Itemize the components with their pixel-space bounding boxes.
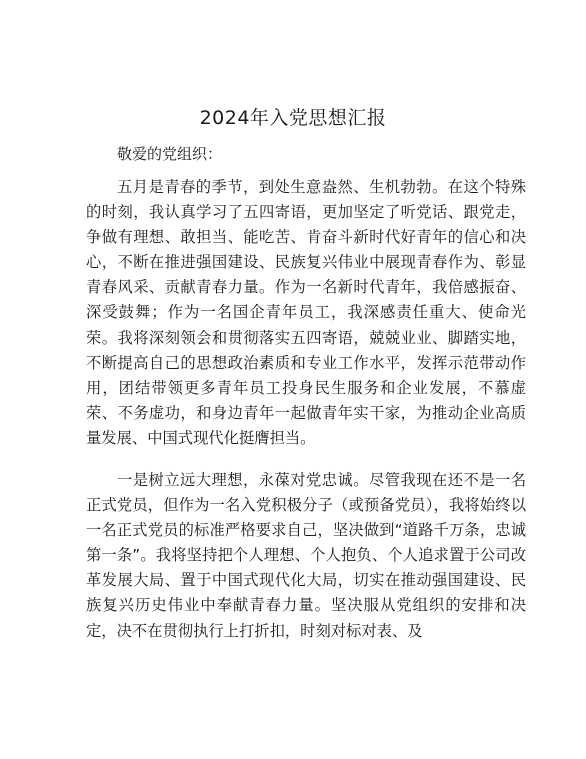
salutation: 敬爱的党组织： [117, 145, 223, 163]
paragraph-2: 一是树立远大理想，永葆对党忠诚。尽管我现在还不是一名正式党员，但作为一名入党积极分子（或预备党员），我将始终以一名正式党员的标准严格要求自己，坚决做到“道路千万条，忠诚第一条”。我将坚持把个人理想、个人抱负、个人追求置于公司改革发展大局、置于中国式现代化大局，切实在推动强国建设、民族复兴历史伟业中奉献青春力量。坚决服从党组织的安排和决定，决不在贯彻执行上打折扣，时刻对标对表、及 [86, 471, 526, 640]
document-title: 2024年入党思想汇报 [199, 107, 387, 129]
paragraph-1: 五月是青春的季节，到处生意盎然、生机勃勃。在这个特殊的时刻，我认真学习了五四寄语，更加坚定了听党话、跟党走，争做有理想、敢担当、能吃苦、肯奋斗新时代好青年的信心和决心，不断在推进强国建设、民族复兴伟业中展现青春作为、彰显青春风采、贡献青春力量。作为一名新时代青年，我倍感振奋、深受鼓舞；作为一名国企青年员工，我深感责任重大、使命光荣。我将深刻领会和贯彻落实五四寄语，兢兢业业、脚踏实地，不断提高自己的思想政治素质和专业工作水平，发挥示范带动作用，团结带领更多青年员工投身民生服务和企业发展，不慕虚荣、不务虚功，和身边青年一起做青年实干家，为推动企业高质量发展、中国式现代化挺膺担当。 [86, 178, 526, 447]
